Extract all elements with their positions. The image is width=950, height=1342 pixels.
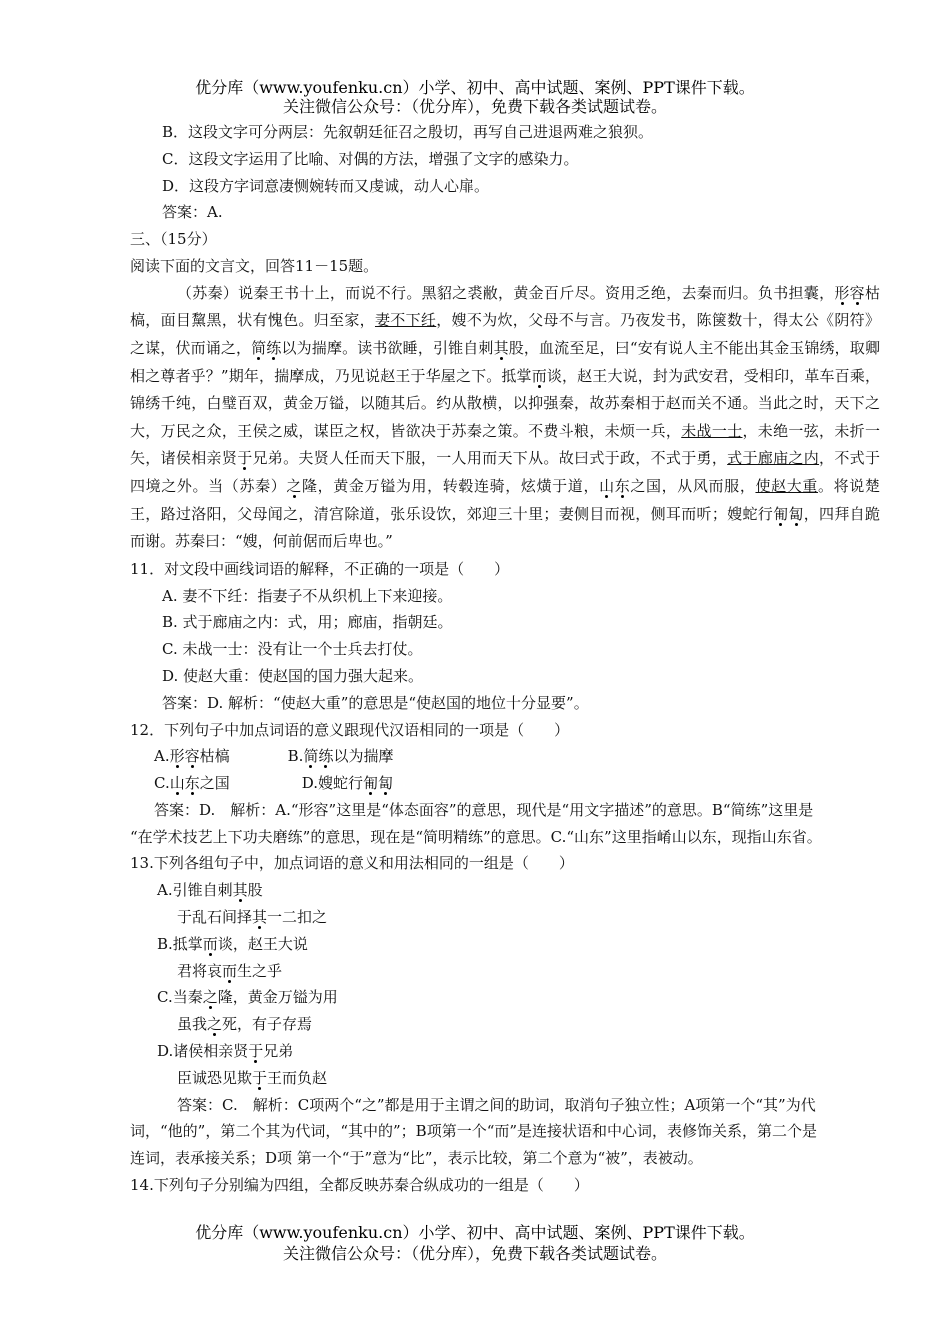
dotted-char: 容 xyxy=(849,283,865,302)
passage-text: 镒为用，转毂连骑，炫熿于道， xyxy=(380,476,600,495)
page-footer-line2: 关注微信公众号：（优分库），免费下载各类试题试卷。 xyxy=(282,1244,667,1263)
option-text: C.当秦 xyxy=(157,988,203,1007)
dotted-char: 形 xyxy=(834,283,850,302)
passage-line: （苏秦）说秦王书十上，而说不行。黑貂之裘敝，黄金百斤尽。资用乏绝，去秦而归。负书担囊， xyxy=(177,283,835,302)
passage-text: ，不式于四境之外。当（苏秦） xyxy=(130,449,880,495)
q12-options-ab xyxy=(130,743,880,770)
dotted-char: 之 xyxy=(202,988,218,1007)
dotted-char: 之 xyxy=(286,476,302,495)
dotted-char: 而 xyxy=(202,934,218,953)
option-text: 枯槁 xyxy=(199,747,230,766)
passage-text: 秦，故苏秦相于赵而关不通。当此之时，天下之大，万民之众，王侯之威，谋臣之权，皆欲决于苏秦之 xyxy=(130,394,880,440)
passage-text: 谈，赵王大 xyxy=(546,366,623,385)
q13-option-d2 xyxy=(130,1065,880,1092)
option-c: C．这段文字运用了比喻、对偶的方法，增强了文字的感染力。 xyxy=(162,149,579,168)
passage-text: ，未绝一弦，未折一矢，诸侯相亲贤 xyxy=(130,421,880,468)
dotted-char: 形 xyxy=(169,747,185,766)
q11-option-c: C. 未战一士：没有让一个士兵去打仗。 xyxy=(162,640,423,659)
option-text: 君将哀 xyxy=(177,961,223,980)
option-text: 兄弟 xyxy=(263,1042,294,1061)
passage-text: 主不能出其金玉锦绣，取卿相之尊者乎？”期年，揣摩成，乃见说赵王于华屋之下。抵掌 xyxy=(130,338,880,385)
dotted-char: 于 xyxy=(248,1042,264,1061)
dotted-char: 简 xyxy=(303,747,319,766)
dotted-char: 练 xyxy=(266,338,282,357)
underlined-phrase: 未战一士 xyxy=(681,421,743,440)
q13-option-c1 xyxy=(130,984,880,1011)
dotted-char: 匐 xyxy=(378,774,394,793)
underlined-phrase: 妻不下纴 xyxy=(374,311,437,330)
q13-option-b2 xyxy=(130,958,880,985)
q11-option-d: D. 使赵大重：使赵国的国力强大起来。 xyxy=(162,666,424,685)
q13-answer-line3: 连词，表承接关系；D项 第一个“于”意为“比”，表示比较，第二个意为“被”，表被动。 xyxy=(130,1149,703,1168)
passage-text: 策。不费斗粮，未烦一兵， xyxy=(497,421,682,440)
q13-option-b1 xyxy=(130,931,880,958)
option-text: 死，有子存焉 xyxy=(222,1015,313,1034)
option-label: D.嫂蛇行 xyxy=(301,774,364,793)
q13-option-d1 xyxy=(130,1038,880,1065)
classical-passage xyxy=(130,280,880,556)
dotted-char: 其 xyxy=(252,908,268,927)
option-text: 之国 xyxy=(199,774,230,793)
passage-text: 说，封为武安君，受相印，革车百乘，锦绣千纯，白璧百双，黄金万镒，以随其后。约从散横，以抑强 xyxy=(130,366,880,413)
option-text: 于乱石间择 xyxy=(177,908,253,927)
page-header-line1: 优分库（www.youfenku.cn）小学、初中、高中试题、案例、PPT课件下载。 xyxy=(195,78,755,97)
section-intro: 阅读下面的文言文，回答11－15题。 xyxy=(130,256,379,275)
passage-text: 何前倨而后卑也。” xyxy=(272,532,393,551)
passage-text: 枯槁，面目黧黑，状有愧色。归至家， xyxy=(130,283,880,330)
passage-text: ，嫂不为炊，父母不与言。乃夜发书，陈箧数十， xyxy=(436,311,774,330)
passage-text: 。将说楚王，路过洛阳，父母闻之，清 xyxy=(130,476,880,523)
dotted-char: 之 xyxy=(207,1015,223,1034)
dotted-char: 练 xyxy=(318,747,334,766)
passage-text: 兄弟。夫贤人任而天下服， xyxy=(252,449,437,468)
option-text: 一二扣之 xyxy=(267,908,328,927)
option-text: A.引锥自刺 xyxy=(157,881,233,900)
q13-option-a1 xyxy=(130,877,880,904)
dotted-char: 其 xyxy=(232,881,248,900)
q11-stem: 11．对文段中画线词语的解释，不正确的一项是（ ） xyxy=(130,559,510,578)
q12-answer-line2: “在学术技艺上下功夫磨练”的意思，现在是“简明精练”的意思。C.“山东”这里指崤山以东，现指山东省。 xyxy=(130,827,822,846)
q12-stem: 12．下列句子中加点词语的意义跟现代汉语相同的一项是（ ） xyxy=(130,720,570,739)
dotted-char: 匍 xyxy=(363,774,379,793)
dotted-char: 简 xyxy=(251,338,267,357)
option-text: 以为揣摩 xyxy=(333,747,394,766)
q12-answer-line1: 答案：D. 解析：A.“形容”这里是“体态面容”的意思，现代是“用文字描述”的意思。B“简练”这里是 xyxy=(154,800,814,819)
dotted-char: 而 xyxy=(531,366,547,385)
option-text: 虽我 xyxy=(177,1015,208,1034)
passage-text: ，四拜自跪而谢。苏秦曰：“嫂， xyxy=(130,504,880,551)
page-footer-line1: 优分库（www.youfenku.cn）小学、初中、高中试题、案例、PPT课件下载。 xyxy=(195,1223,755,1242)
dotted-char: 山 xyxy=(599,476,615,495)
q11-option-a: A. 妻不下纴：指妻子不从织机上下来迎接。 xyxy=(162,586,453,605)
passage-text: 隆，黄金万 xyxy=(302,476,381,495)
q12-options-cd xyxy=(130,770,880,797)
option-text: D.诸侯相亲贤 xyxy=(157,1042,249,1061)
dotted-char: 容 xyxy=(184,747,200,766)
q11-option-b: B. 式于廊庙之内：式，用；廊庙，指朝廷。 xyxy=(162,613,453,632)
dotted-char: 匍 xyxy=(773,504,789,523)
passage-text: 以为揣摩。读书欲睡，引锥自刺 xyxy=(281,338,494,357)
q13-stem: 13.下列各组句子中，加点词语的意义和用法相同的一组是（ ） xyxy=(130,854,574,873)
option-label: C. xyxy=(154,774,170,793)
answer-text: 答案：A. xyxy=(162,203,223,222)
option-d: D．这段方字词意凄恻婉转而又虔诚，动人心扉。 xyxy=(162,176,490,195)
passage-text: 一人用而天下从。故曰式于政，不式于勇， xyxy=(436,449,728,468)
option-b: B．这段文字可分两层：先叙朝廷征召之殷切，再写自己进退两难之狼狈。 xyxy=(162,123,654,141)
option-text: 王而负赵 xyxy=(267,1068,328,1087)
passage-text: 宫除道，张乐设饮，郊迎三十里；妻侧目而视，侧耳而听；嫂蛇行 xyxy=(329,504,774,523)
option-text: 隆，黄金万镒为用 xyxy=(217,988,338,1007)
document-body xyxy=(130,119,880,1199)
section-title: 三、（15分） xyxy=(130,230,217,249)
page-header-line2: 关注微信公众号：（优分库），免费下载各类试题试卷。 xyxy=(282,97,667,116)
passage-text: 股，血流至足，曰“安有说人 xyxy=(508,338,699,357)
dotted-char: 山 xyxy=(169,774,185,793)
option-text: 臣诚恐见欺 xyxy=(177,1068,253,1087)
option-label: A. xyxy=(154,747,170,766)
option-label: B. xyxy=(287,747,304,766)
q14-stem: 14.下列句子分别编为四组，全都反映苏秦合纵成功的一组是（ ） xyxy=(130,1176,589,1195)
q13-answer-line2: 词，“他的”，第二个其为代词，“其中的”；B项第一个“而”是连接状语和中心词，表修饰关系，第二个是 xyxy=(130,1122,818,1141)
dotted-char: 匐 xyxy=(788,504,804,523)
q13-option-c2 xyxy=(130,1011,880,1038)
underlined-phrase: 使赵大重 xyxy=(755,476,819,495)
option-text: 股 xyxy=(247,881,263,900)
option-text: 生之乎 xyxy=(237,961,283,980)
q11-answer: 答案：D. 解析：“使赵大重”的意思是“使赵国的地位十分显要”。 xyxy=(162,693,589,712)
dotted-char: 于 xyxy=(252,1068,268,1087)
underlined-phrase: 式于廊庙之内 xyxy=(727,449,820,468)
option-text: 谈，赵王大说 xyxy=(217,934,308,953)
q13-answer-line1: 答案：C. 解析：C项两个“之”都是用于主谓之间的助词，取消句子独立性；A项第一个“其”为代 xyxy=(177,1095,816,1114)
passage-text: 得太公《阴符》之谋，伏而诵之， xyxy=(130,311,880,357)
passage-text: 之国，从风而服， xyxy=(630,476,756,495)
q13-option-a2 xyxy=(130,904,880,931)
dotted-char: 而 xyxy=(222,961,238,980)
dotted-char: 东 xyxy=(184,774,200,793)
option-text: B.抵掌 xyxy=(157,934,203,953)
dotted-char: 于 xyxy=(237,449,253,468)
dotted-char: 其 xyxy=(493,338,509,357)
dotted-char: 东 xyxy=(614,476,631,495)
